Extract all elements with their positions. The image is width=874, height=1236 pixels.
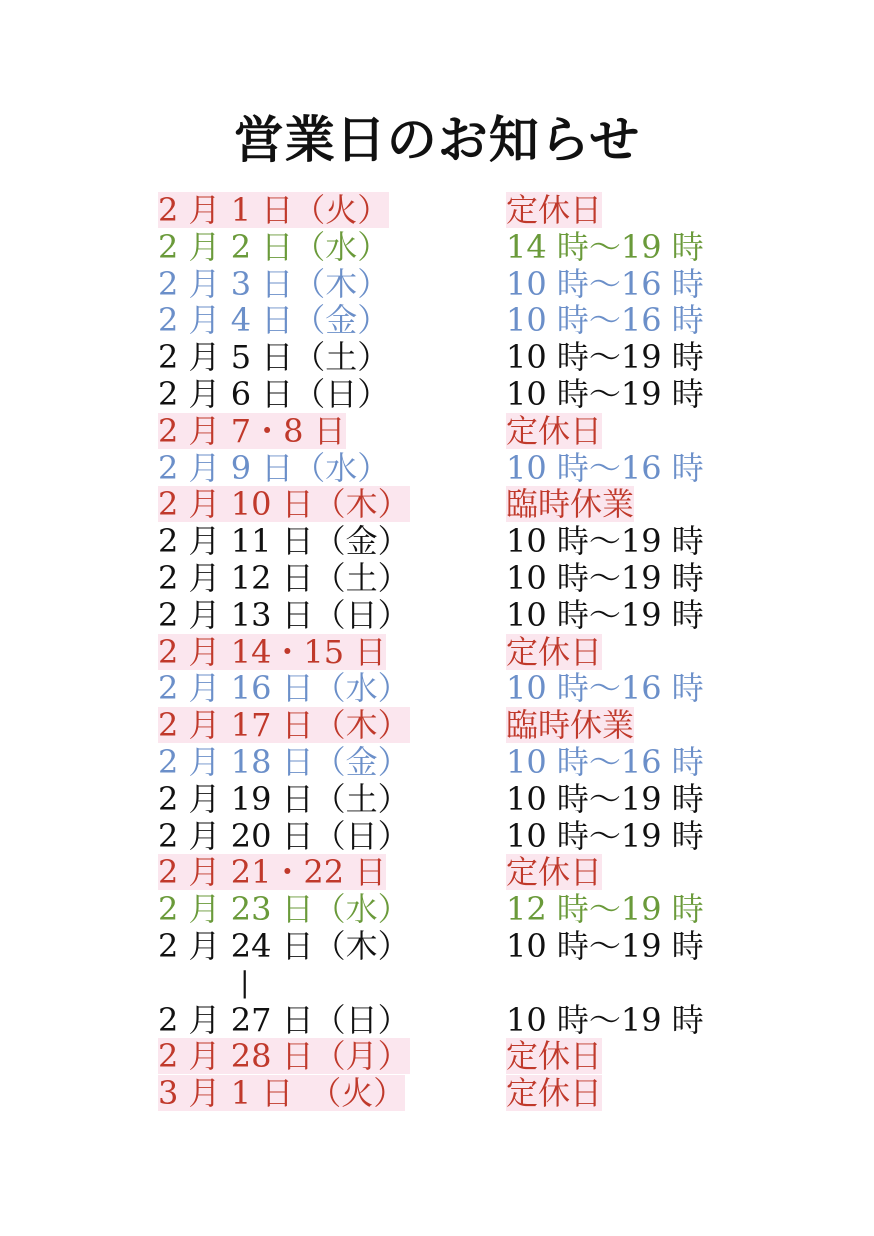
schedule-row bbox=[0, 707, 874, 744]
schedule-hours: 10 時〜16 時 bbox=[506, 742, 704, 781]
schedule-date: 2 月 12 日（土） bbox=[158, 558, 410, 597]
schedule-row bbox=[0, 486, 874, 523]
schedule-hours: 定休日 bbox=[506, 1074, 603, 1113]
schedule-date: 2 月 18 日（金） bbox=[158, 742, 410, 781]
schedule-date: 2 月 11 日（金） bbox=[158, 522, 410, 561]
schedule-row bbox=[0, 192, 874, 229]
schedule-hours: 10 時〜16 時 bbox=[506, 669, 704, 708]
schedule-row bbox=[0, 450, 874, 487]
schedule-date: 2 月 13 日（日） bbox=[158, 595, 410, 634]
schedule-row bbox=[0, 928, 874, 965]
schedule-date: 2 月 20 日（日） bbox=[158, 816, 410, 855]
range-connector-row bbox=[0, 965, 874, 1002]
schedule-date: 2 月 7・8 日 bbox=[158, 411, 346, 450]
schedule-date: 2 月 9 日（水） bbox=[158, 448, 390, 487]
schedule-hours: 12 時〜19 時 bbox=[506, 890, 704, 929]
schedule-row bbox=[0, 1075, 874, 1112]
schedule-hours: 10 時〜19 時 bbox=[506, 1000, 704, 1039]
schedule-row bbox=[0, 634, 874, 671]
schedule-hours: 10 時〜19 時 bbox=[506, 816, 704, 855]
schedule-row bbox=[0, 744, 874, 781]
schedule-row bbox=[0, 229, 874, 266]
schedule-row bbox=[0, 854, 874, 891]
schedule-hours: 14 時〜19 時 bbox=[506, 227, 704, 266]
schedule-hours: 定休日 bbox=[506, 853, 603, 892]
page-title: 営業日のお知らせ bbox=[233, 110, 641, 169]
schedule-hours: 10 時〜19 時 bbox=[506, 558, 704, 597]
schedule-hours: 10 時〜19 時 bbox=[506, 374, 704, 413]
schedule-row bbox=[0, 670, 874, 707]
schedule-row bbox=[0, 560, 874, 597]
schedule-hours: 臨時休業 bbox=[506, 485, 635, 524]
schedule-date: 2 月 14・15 日 bbox=[158, 632, 387, 671]
schedule-date: 2 月 24 日（木） bbox=[158, 926, 410, 965]
schedule-hours: 10 時〜19 時 bbox=[506, 522, 704, 561]
schedule-row bbox=[0, 266, 874, 303]
schedule-row bbox=[0, 781, 874, 818]
schedule-hours: 臨時休業 bbox=[506, 706, 635, 745]
schedule-date: 2 月 2 日（水） bbox=[158, 227, 390, 266]
schedule-date: 2 月 23 日（水） bbox=[158, 890, 410, 929]
schedule-date: 2 月 5 日（土） bbox=[158, 338, 390, 377]
schedule-hours: 10 時〜19 時 bbox=[506, 779, 704, 818]
schedule-row bbox=[0, 597, 874, 634]
schedule-hours: 定休日 bbox=[506, 411, 603, 450]
schedule-hours: 10 時〜19 時 bbox=[506, 595, 704, 634]
schedule-hours: 定休日 bbox=[506, 191, 603, 229]
schedule-row bbox=[0, 1038, 874, 1075]
schedule-date: 2 月 27 日（日） bbox=[158, 1000, 410, 1039]
schedule-row bbox=[0, 302, 874, 339]
schedule-hours: 10 時〜16 時 bbox=[506, 264, 704, 303]
schedule-row bbox=[0, 339, 874, 376]
schedule-row bbox=[0, 818, 874, 855]
schedule-row bbox=[0, 376, 874, 413]
schedule-date: 3 月 1 日 （火） bbox=[158, 1074, 406, 1113]
schedule-row bbox=[0, 891, 874, 928]
schedule-hours: 10 時〜16 時 bbox=[506, 448, 704, 487]
schedule-hours: 定休日 bbox=[506, 632, 603, 671]
schedule-hours: 10 時〜19 時 bbox=[506, 338, 704, 377]
schedule-date: 2 月 4 日（金） bbox=[158, 301, 390, 340]
schedule-date: 2 月 6 日（日） bbox=[158, 374, 390, 413]
schedule-date: 2 月 3 日（木） bbox=[158, 264, 390, 303]
schedule-date: 2 月 16 日（水） bbox=[158, 669, 410, 708]
schedule-row bbox=[0, 413, 874, 450]
schedule-date: 2 月 17 日（木） bbox=[158, 706, 410, 745]
schedule-date: 2 月 10 日（木） bbox=[158, 485, 410, 524]
schedule-date: 2 月 19 日（土） bbox=[158, 779, 410, 818]
schedule-row bbox=[0, 1002, 874, 1039]
range-connector: | bbox=[240, 965, 250, 999]
schedule-date: 2 月 28 日（月） bbox=[158, 1037, 410, 1076]
schedule-hours: 10 時〜16 時 bbox=[506, 301, 704, 340]
schedule-date: 2 月 1 日（火） bbox=[158, 191, 390, 229]
schedule-row bbox=[0, 523, 874, 560]
schedule-date: 2 月 21・22 日 bbox=[158, 853, 387, 892]
schedule-list bbox=[0, 192, 874, 1112]
schedule-hours: 定休日 bbox=[506, 1037, 603, 1076]
schedule-hours: 10 時〜19 時 bbox=[506, 926, 704, 965]
